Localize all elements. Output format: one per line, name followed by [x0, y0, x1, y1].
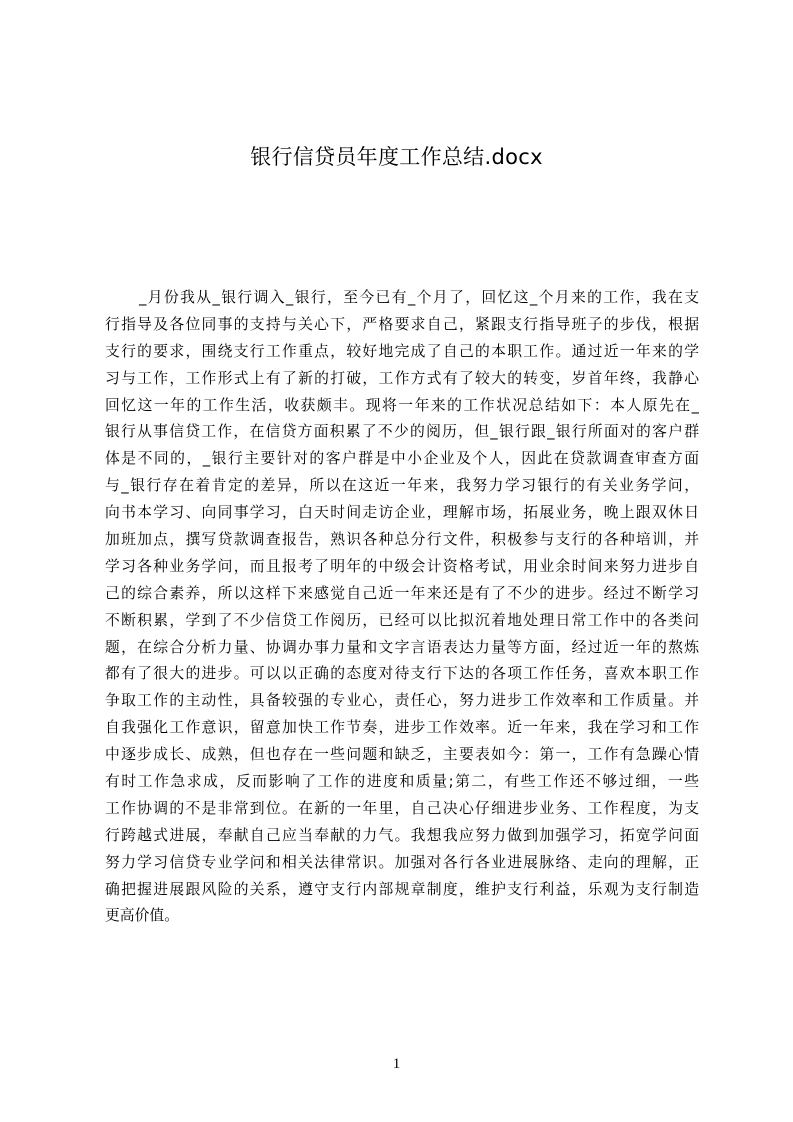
body-line: 银行从事信贷工作，在信贷方面积累了不少的阅历，但_银行跟_银行所面对的客户群 [105, 423, 699, 441]
body-line: 己的综合素养，所以这样下来感觉自己近一年来还是有了不少的进步。经过不断学习 [105, 584, 699, 602]
body-line: 习与工作，工作形式上有了新的打破，工作方式有了较大的转变，岁首年终，我静心 [105, 369, 699, 387]
body-line: _月份我从_银行调入_银行，至今已有_个月了，回忆这_个月来的工作，我在支 [139, 289, 699, 306]
document-body [105, 285, 699, 930]
body-line: 回忆这一年的工作生活，收获颇丰。现将一年来的工作状况总结如下：本人原先在_ [105, 396, 699, 414]
body-line: 都有了很大的进步。可以以正确的态度对待支行下达的各项工作任务，喜欢本职工作 [105, 665, 699, 683]
body-line: 更高价值。 [105, 907, 179, 925]
body-line: 与_银行存在着肯定的差异，所以在这近一年来，我努力学习银行的有关业务学问， [105, 477, 699, 495]
body-line: 确把握进展跟风险的关系，遵守支行内部规章制度，维护支行利益，乐观为支行制造 [105, 880, 699, 898]
body-line: 努力学习信贷专业学问和相关法律常识。加强对各行各业进展脉络、走向的理解，正 [105, 853, 699, 871]
document-title: 银行信贷员年度工作总结.docx [250, 145, 543, 169]
page-number: 1 [392, 1056, 401, 1072]
body-line: 有时工作急求成，反而影响了工作的进度和质量;第二，有些工作还不够过细，一些 [105, 773, 699, 791]
body-line: 体是不同的，_银行主要针对的客户群是中小企业及个人，因此在贷款调查审查方面 [105, 450, 699, 468]
body-line: 加班加点，撰写贷款调查报告，熟识各种总分行文件，积极参与支行的各种培训，并 [105, 531, 699, 549]
body-line: 争取工作的主动性，具备较强的专业心，责任心，努力进步工作效率和工作质量。并 [105, 692, 699, 710]
body-line: 行跨越式进展，奉献自己应当奉献的力气。我想我应努力做到加强学习，拓宽学问面 [105, 826, 699, 844]
body-line: 支行的要求，围绕支行工作重点，较好地完成了自己的本职工作。通过近一年来的学 [105, 342, 699, 360]
body-line: 行指导及各位同事的支持与关心下，严格要求自己，紧跟支行指导班子的步伐，根据 [105, 315, 699, 333]
body-line: 不断积累，学到了不少信贷工作阅历，已经可以比拟沉着地处理日常工作中的各类问 [105, 611, 699, 629]
body-line: 工作协调的不是非常到位。在新的一年里，自己决心仔细进步业务、工作程度，为支 [105, 799, 699, 817]
body-line: 题，在综合分析力量、协调办事力量和文字言语表达力量等方面，经过近一年的熬炼 [105, 638, 699, 656]
body-line: 学习各种业务学问，而且报考了明年的中级会计资格考试，用业余时间来努力进步自 [105, 557, 699, 575]
body-line: 自我强化工作意识，留意加快工作节奏，进步工作效率。近一年来，我在学习和工作 [105, 719, 699, 737]
body-line: 向书本学习、向同事学习，白天时间走访企业，理解市场，拓展业务，晚上跟双休日 [105, 504, 699, 522]
body-line: 中逐步成长、成熟，但也存在一些问题和缺乏，主要表如今：第一，工作有急躁心情 [105, 746, 699, 764]
